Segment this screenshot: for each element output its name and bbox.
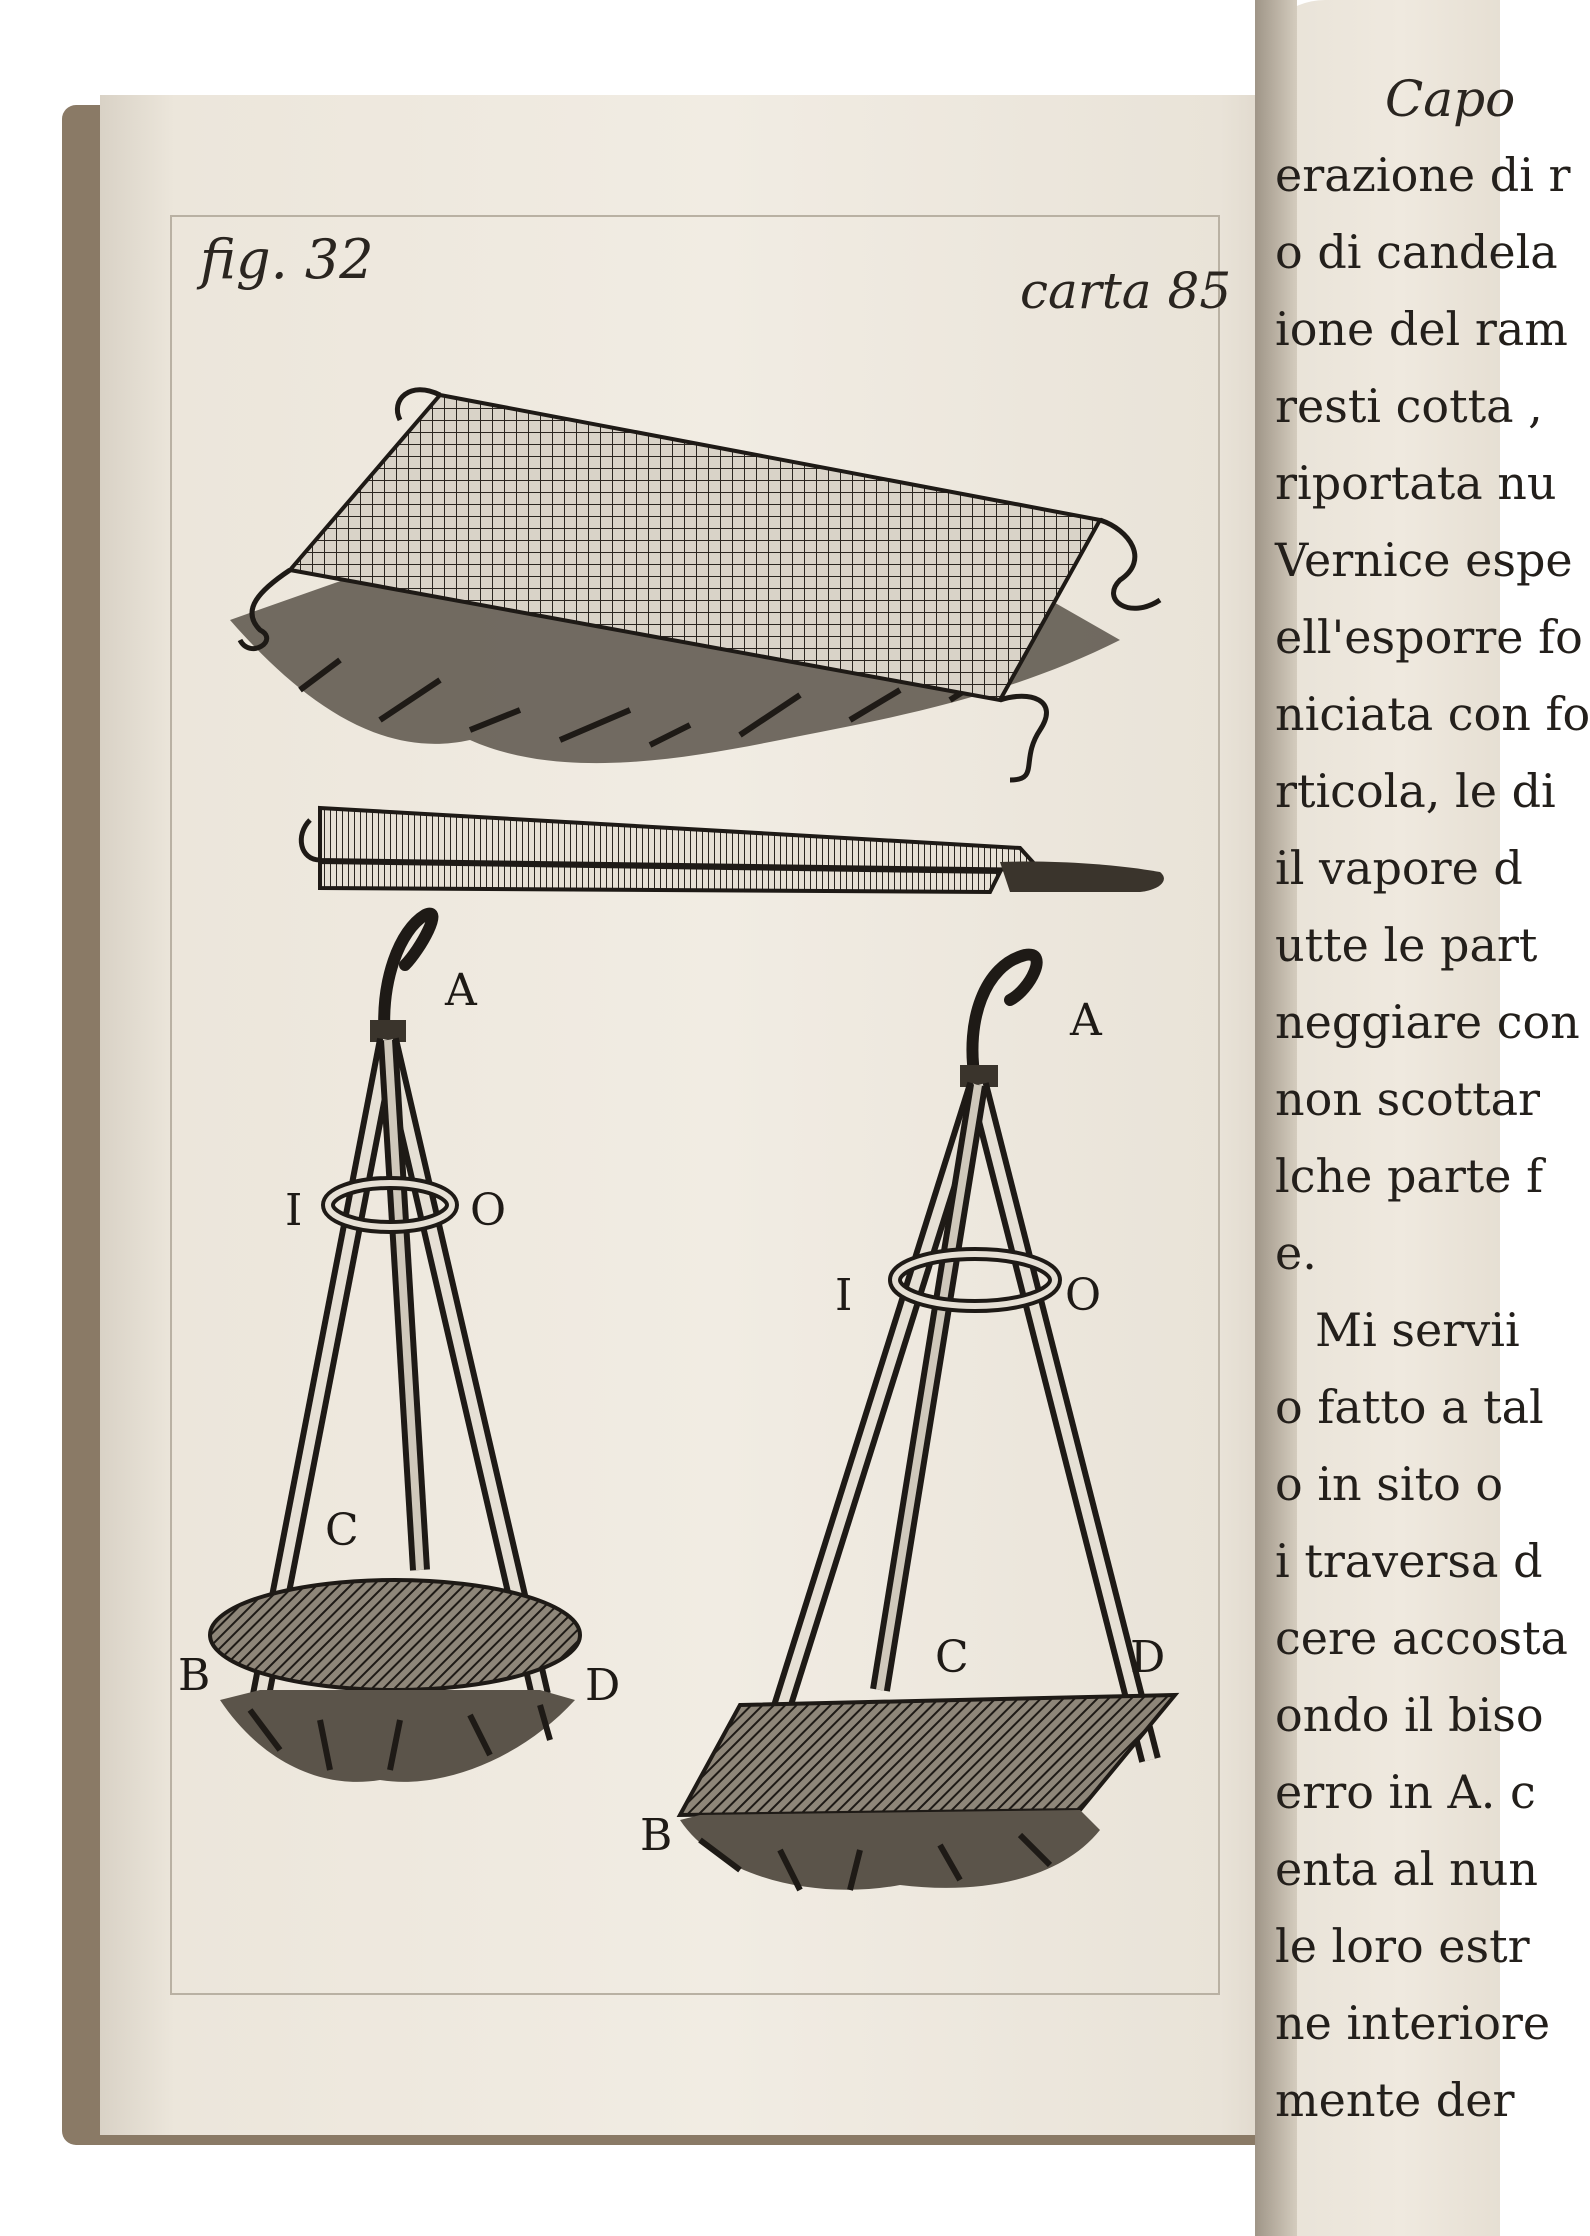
right-tripod-letter-b: B (640, 1810, 673, 1861)
text-line: neggiare con (1275, 995, 1580, 1049)
text-line: non scottar (1275, 1072, 1541, 1126)
text-line: erro in A. c (1275, 1765, 1536, 1819)
text-line: e. (1275, 1226, 1317, 1280)
text-line: mente der (1275, 2073, 1515, 2127)
text-line: i traversa d (1275, 1534, 1543, 1588)
figure-number: fig. 32 (200, 228, 374, 291)
text-line: rticola, le di (1275, 764, 1556, 818)
text-line: le loro estr (1275, 1919, 1530, 1973)
text-line: enta al nun (1275, 1842, 1539, 1896)
text-line: il vapore d (1275, 841, 1523, 895)
text-line: erazione di r (1275, 148, 1571, 202)
grill-illustration (230, 390, 1160, 780)
text-line: utte le part (1275, 918, 1538, 972)
text-line: ondo il biso (1275, 1688, 1544, 1742)
text-line: o di candela (1275, 225, 1558, 279)
right-tripod-illustration (680, 955, 1175, 1890)
page-reference: carta 85 (1020, 262, 1232, 320)
text-line: o in sito o (1275, 1457, 1504, 1511)
text-line: ione del ram (1275, 302, 1568, 356)
left-tripod-illustration (210, 914, 580, 1782)
right-tripod-letter-a: A (1070, 995, 1102, 1046)
text-line: Vernice espe (1275, 533, 1573, 587)
left-tripod-letter-b: B (178, 1650, 211, 1701)
text-line: o fatto a tal (1275, 1380, 1544, 1434)
left-tripod-letter-o: O (470, 1185, 507, 1236)
right-tripod-letter-d: D (1130, 1632, 1166, 1683)
text-line: cere accosta (1275, 1611, 1568, 1665)
text-line: riportata nu (1275, 456, 1557, 510)
text-line: lche parte f (1275, 1149, 1544, 1203)
chapter-header: Capo (1385, 70, 1516, 128)
right-tripod-letter-o: O (1065, 1270, 1102, 1321)
text-line: ell'esporre fo (1275, 610, 1583, 664)
tongs-illustration (301, 808, 1164, 892)
left-tripod-letter-i: I (285, 1185, 303, 1236)
left-tripod-letter-d: D (585, 1660, 621, 1711)
text-line: ne interiore (1275, 1996, 1551, 2050)
text-line: Mi servii (1315, 1303, 1520, 1357)
right-tripod-letter-c: C (935, 1632, 969, 1683)
left-tripod-letter-a: A (445, 965, 477, 1016)
left-tripod-letter-c: C (325, 1505, 359, 1556)
right-tripod-letter-i: I (835, 1270, 853, 1321)
text-line: niciata con fo (1275, 687, 1590, 741)
text-line: resti cotta , (1275, 379, 1543, 433)
